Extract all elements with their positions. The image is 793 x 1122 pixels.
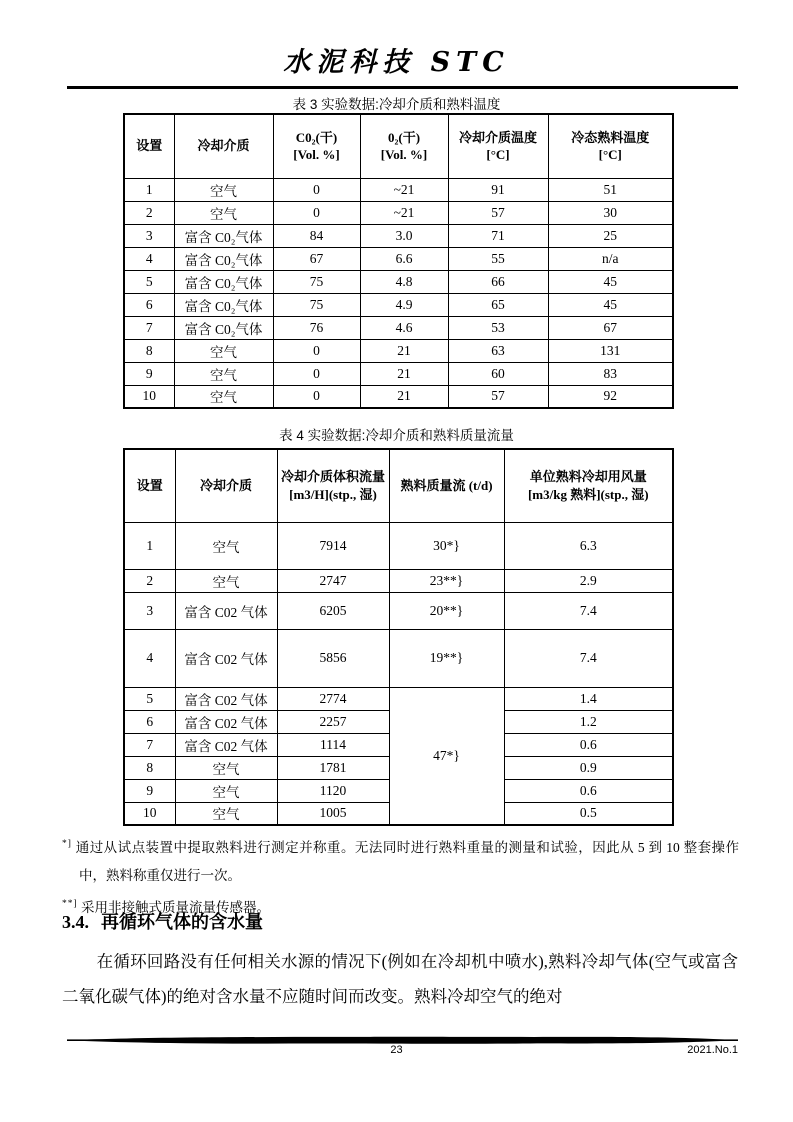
table-cell: 65 (448, 293, 548, 316)
footnote-1 (62, 830, 739, 890)
table-cell: 5 (124, 687, 175, 710)
table-cell: 0 (273, 178, 360, 201)
table-cell: 富含 C02 气体 (175, 733, 277, 756)
table-header-cell: 冷却介质 (175, 449, 277, 522)
footnote-1-text: 通过从试点装置中提取熟料进行测定并称重。无法同时进行熟料重量的测量和试验，因此从 5 到 10 整套操作中，熟料称重仅进行一次。 (75, 840, 740, 883)
table-cell: 4 (124, 629, 175, 687)
table-cell: 53 (448, 316, 548, 339)
table-cell: 25 (548, 224, 673, 247)
table-cell: 21 (360, 339, 448, 362)
table-cell: 45 (548, 293, 673, 316)
table-cell: 45 (548, 270, 673, 293)
table-cell: 7.4 (504, 592, 673, 629)
table-cell: 8 (124, 339, 174, 362)
table-cell: n/a (548, 247, 673, 270)
table-cell: 57 (448, 201, 548, 224)
table-cell: 1 (124, 178, 174, 201)
table-row (124, 339, 673, 362)
table-header-cell: 冷却介质温度 [°C] (448, 114, 548, 178)
table-cell: 0.5 (504, 802, 673, 825)
table-cell: 55 (448, 247, 548, 270)
table-cell: 4.6 (360, 316, 448, 339)
table-cell: ~21 (360, 178, 448, 201)
footnote-1-marker: *] (62, 839, 72, 849)
table-cell: 1 (124, 522, 175, 569)
table-cell: 空气 (175, 756, 277, 779)
footer-issue-label: 2021.No.1 (687, 1044, 738, 1056)
table-cell: 富含 C02 气体 (175, 629, 277, 687)
table-cell: 1781 (277, 756, 389, 779)
table-cell: 84 (273, 224, 360, 247)
table3-caption: 表 3 实验数据:冷却介质和熟料温度 (292, 97, 501, 112)
table-cell: 92 (548, 385, 673, 408)
table-cell: 6 (124, 710, 175, 733)
table-cell: 4 (124, 247, 174, 270)
table-row (124, 201, 673, 224)
table-cell: 91 (448, 178, 548, 201)
table-cell: 0 (273, 339, 360, 362)
table-cell: 富含 C02 气体 (175, 592, 277, 629)
table-cell: 富含 C0₂气体 (174, 316, 273, 339)
table-header-cell: 冷却介质体积流量 [m3/H](stp., 湿) (277, 449, 389, 522)
table-cell: 1.4 (504, 687, 673, 710)
section-title: 再循环气体的含水量 (101, 912, 263, 932)
table-cell: 30*} (389, 522, 504, 569)
table-cell: 7 (124, 316, 174, 339)
table-cell: 富含 C0₂气体 (174, 224, 273, 247)
table-header-cell: 设置 (124, 114, 174, 178)
table-cell: 10 (124, 802, 175, 825)
table-cell: 8 (124, 756, 175, 779)
table-header-cell: 设置 (124, 449, 175, 522)
table-row (124, 522, 673, 569)
table-header-cell: 单位熟料冷却用风量 [m3/kg 熟料](stp., 湿) (504, 449, 673, 522)
table-row (124, 569, 673, 592)
table-cell: 20**} (389, 592, 504, 629)
table-row (124, 592, 673, 629)
table-cell: 67 (273, 247, 360, 270)
table-cell: 66 (448, 270, 548, 293)
table-cell: 1120 (277, 779, 389, 802)
table-cell: 5 (124, 270, 174, 293)
table-row (124, 629, 673, 687)
table-cell: 7 (124, 733, 175, 756)
table-cell: 3 (124, 224, 174, 247)
table-cell: 富含 C02 气体 (175, 687, 277, 710)
table-cell: 空气 (175, 569, 277, 592)
table4-caption: 表 4 实验数据:冷却介质和熟料质量流量 (279, 428, 514, 443)
table-header-cell: 0₂(干) [Vol. %] (360, 114, 448, 178)
table-cell: 0 (273, 201, 360, 224)
table-cell: 1005 (277, 802, 389, 825)
table-cell: 76 (273, 316, 360, 339)
table-cell: 131 (548, 339, 673, 362)
table-cell: ~21 (360, 201, 448, 224)
table-cell: 19**} (389, 629, 504, 687)
merged-table-cell: 47*} (389, 687, 504, 825)
table-cell: 3 (124, 592, 175, 629)
table-cell: 23**} (389, 569, 504, 592)
table-header-row (124, 114, 673, 178)
footer-page-number: 23 (390, 1044, 403, 1056)
table-row (124, 270, 673, 293)
table-cell: 2774 (277, 687, 389, 710)
table-cell: 空气 (175, 522, 277, 569)
table-cell: 51 (548, 178, 673, 201)
table-cell: 30 (548, 201, 673, 224)
table-row (124, 178, 673, 201)
table-cell: 75 (273, 293, 360, 316)
table-cell: 6.6 (360, 247, 448, 270)
body-paragraph: 在循环回路没有任何相关水源的情况下(例如在冷却机中喷水),熟料冷却气体(空气或富含二氧化碳气体)的绝对含水量不应随时间而改变。熟料冷却空气的绝对 (62, 952, 738, 1006)
table-cell: 0.9 (504, 756, 673, 779)
table-cell: 0 (273, 362, 360, 385)
table-cell: 富含 C0₂气体 (174, 293, 273, 316)
table-row (124, 224, 673, 247)
table-cell: 0.6 (504, 733, 673, 756)
table-cell: 5856 (277, 629, 389, 687)
footnote-2-text: 采用非接触式质量流量传感器。 (81, 900, 271, 915)
table-row (124, 293, 673, 316)
table-cell: 10 (124, 385, 174, 408)
table-cell: 空气 (175, 802, 277, 825)
table-cell: 1114 (277, 733, 389, 756)
table-cell: 4.9 (360, 293, 448, 316)
table-header-row (124, 449, 673, 522)
table4-experiment-mass-flows (123, 448, 674, 826)
table-cell: 3.0 (360, 224, 448, 247)
table-cell: 2 (124, 569, 175, 592)
table-cell: 空气 (174, 339, 273, 362)
table-cell: 富含 C02 气体 (175, 710, 277, 733)
table-row (124, 247, 673, 270)
table-header-cell: 熟料质量流 (t/d) (389, 449, 504, 522)
table-row (124, 385, 673, 408)
table-cell: 21 (360, 385, 448, 408)
table-cell: 9 (124, 362, 174, 385)
table-cell: 7914 (277, 522, 389, 569)
table-cell: 2747 (277, 569, 389, 592)
table-row (124, 316, 673, 339)
section-number: 3.4. (62, 912, 89, 932)
table-cell: 83 (548, 362, 673, 385)
table-cell: 75 (273, 270, 360, 293)
table-cell: 71 (448, 224, 548, 247)
table3-experiment-temperatures (123, 113, 674, 409)
table-cell: 空气 (174, 178, 273, 201)
table-cell: 2257 (277, 710, 389, 733)
table-row (124, 362, 673, 385)
table-cell: 63 (448, 339, 548, 362)
table-cell: 67 (548, 316, 673, 339)
table-cell: 空气 (174, 385, 273, 408)
header-rule (67, 86, 738, 89)
section-heading (62, 908, 738, 934)
table-cell: 0 (273, 385, 360, 408)
table-cell: 4.8 (360, 270, 448, 293)
table-header-cell: 冷却介质 (174, 114, 273, 178)
table-cell: 2.9 (504, 569, 673, 592)
table-header-cell: C0₂(干) [Vol. %] (273, 114, 360, 178)
table-cell: 富含 C0₂气体 (174, 247, 273, 270)
table-cell: 7.4 (504, 629, 673, 687)
table-cell: 1.2 (504, 710, 673, 733)
table-cell: 6.3 (504, 522, 673, 569)
table-cell: 21 (360, 362, 448, 385)
table-header-cell: 冷态熟料温度 [°C] (548, 114, 673, 178)
table-cell: 2 (124, 201, 174, 224)
table-cell: 6205 (277, 592, 389, 629)
table-cell: 富含 C0₂气体 (174, 270, 273, 293)
table-cell: 0.6 (504, 779, 673, 802)
table-cell: 空气 (175, 779, 277, 802)
footnote-2-marker: **] (62, 899, 78, 909)
table-cell: 6 (124, 293, 174, 316)
table-cell: 空气 (174, 362, 273, 385)
table-cell: 57 (448, 385, 548, 408)
table-row (124, 687, 673, 710)
journal-title: 水泥科技 STC (283, 47, 510, 78)
table-cell: 空气 (174, 201, 273, 224)
table-cell: 9 (124, 779, 175, 802)
table-cell: 60 (448, 362, 548, 385)
